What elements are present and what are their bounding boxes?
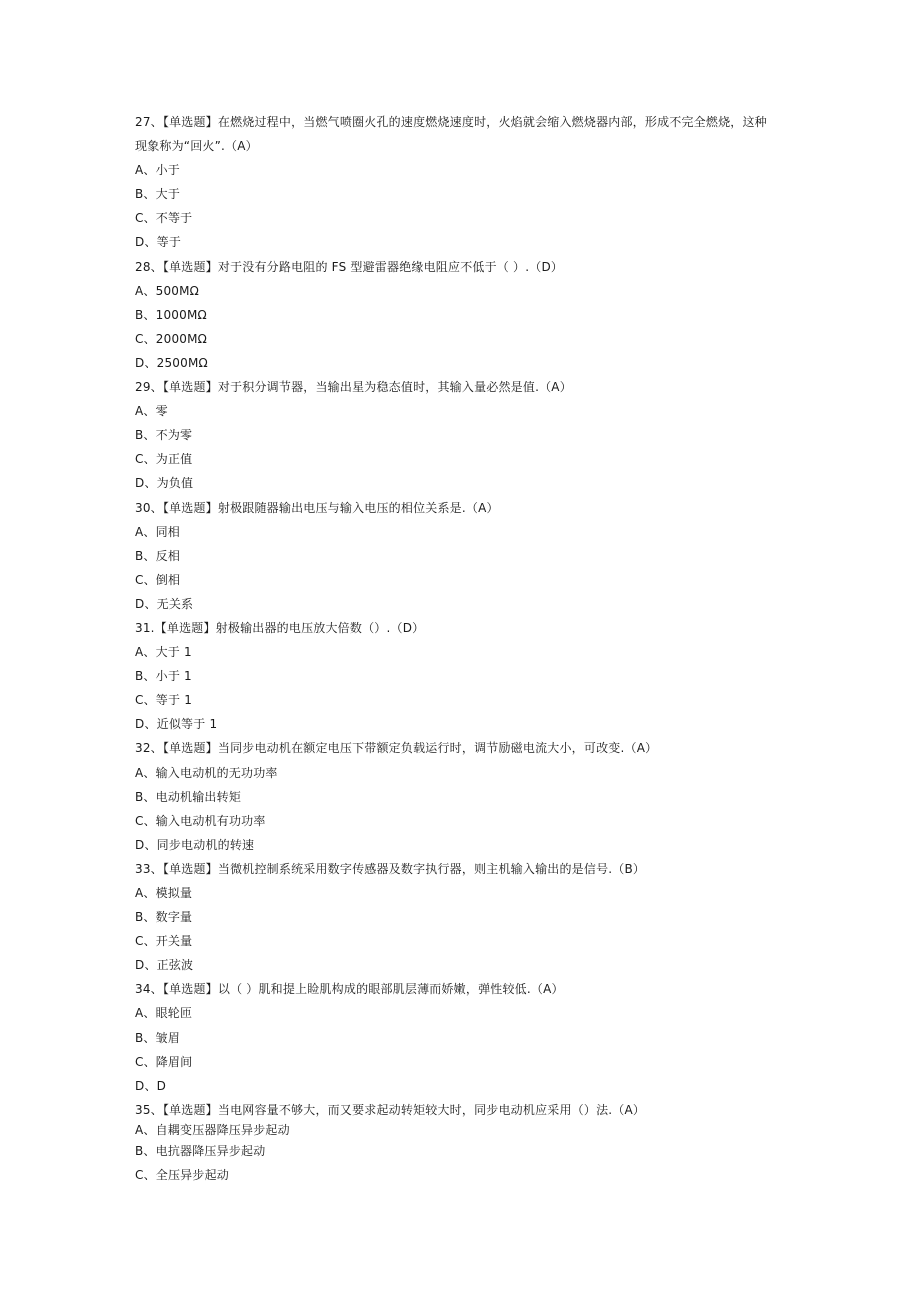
question-28-stem: 28、【单选题】对于没有分路电阻的 FS 型避雷器绝缘电阻应不低于（ ）.（D） — [135, 259, 564, 274]
question-29-stem: 29、【单选题】对于积分调节器，当输出星为稳态值时，其输入量必然是值.（A） — [135, 380, 572, 395]
question-35-option-c: C、全压异步起动 — [135, 1168, 229, 1183]
question-32-option-a: A、输入电动机的无功功率 — [135, 765, 278, 780]
question-31-option-d: D、近似等于 1 — [135, 717, 218, 732]
question-33-option-b: B、数字量 — [135, 910, 193, 925]
question-28-option-a: A、500MΩ — [135, 283, 200, 298]
question-35-stem: 35、【单选题】当电网容量不够大，而又要求起动转矩较大时，同步电动机应采用（）法.（A） — [135, 1102, 646, 1117]
document-body — [135, 110, 795, 1187]
question-28-option-c: C、2000MΩ — [135, 331, 208, 346]
question-31-option-c: C、等于 1 — [135, 693, 193, 708]
question-33-stem: 33、【单选题】当微机控制系统采用数字传感器及数字执行器，则主机输入输出的是信号.（B） — [135, 861, 646, 876]
question-32-stem: 32、【单选题】当同步电动机在额定电压下带额定负载运行时，调节励磁电流大小，可改变.（A） — [135, 741, 658, 756]
question-30-option-d: D、无关系 — [135, 596, 194, 611]
question-27-option-d: D、等于 — [135, 235, 182, 250]
question-34-option-a: A、眼轮匝 — [135, 1006, 193, 1021]
question-34-option-b: B、皱眉 — [135, 1030, 181, 1045]
question-28-option-b: B、1000MΩ — [135, 307, 207, 322]
question-34-option-d: D、D — [135, 1078, 167, 1093]
question-31-option-b: B、小于 1 — [135, 669, 192, 684]
question-29-option-b: B、不为零 — [135, 428, 193, 443]
question-33-option-c: C、开关量 — [135, 934, 193, 949]
question-30-option-b: B、反相 — [135, 548, 181, 563]
question-30-stem: 30、【单选题】射极跟随器输出电压与输入电压的相位关系是.（A） — [135, 500, 499, 515]
question-30-option-a: A、同相 — [135, 524, 181, 539]
question-35-option-a: A、自耦变压器降压异步起动 — [135, 1122, 290, 1137]
question-32-option-c: C、输入电动机有功功率 — [135, 813, 266, 828]
question-32-option-d: D、同步电动机的转速 — [135, 837, 255, 852]
question-34-option-c: C、降眉间 — [135, 1054, 193, 1069]
question-29-option-d: D、为负值 — [135, 476, 194, 491]
question-33-option-d: D、正弦波 — [135, 958, 194, 973]
question-30-option-c: C、倒相 — [135, 572, 181, 587]
question-31-stem: 31.【单选题】射极输出器的电压放大倍数（）.（D） — [135, 620, 425, 635]
question-34-stem: 34、【单选题】以（ ）肌和提上睑肌构成的眼部肌层薄而娇嫩，弹性较低.（A） — [135, 982, 564, 997]
question-27-stem-line-1: 27、【单选题】在燃烧过程中，当燃气喷圈火孔的速度燃烧速度时，火焰就会缩入燃烧器内部，形成不完全燃烧，这种 — [135, 115, 767, 129]
question-29-option-c: C、为正值 — [135, 452, 193, 467]
question-27-option-b: B、大于 — [135, 187, 181, 202]
question-33-option-a: A、模拟量 — [135, 886, 193, 900]
question-27-option-c: C、不等于 — [135, 211, 193, 226]
question-31-option-a: A、大于 1 — [135, 645, 192, 660]
question-28-option-d: D、2500MΩ — [135, 355, 208, 370]
question-32-option-b: B、电动机输出转矩 — [135, 789, 242, 804]
question-35-option-b: B、电抗器降压异步起动 — [135, 1143, 266, 1158]
question-29-option-a: A、零 — [135, 404, 168, 419]
question-27-option-a: A、小于 — [135, 163, 181, 178]
question-27-stem-line-2: 现象称为“回火”.（A） — [135, 139, 258, 154]
